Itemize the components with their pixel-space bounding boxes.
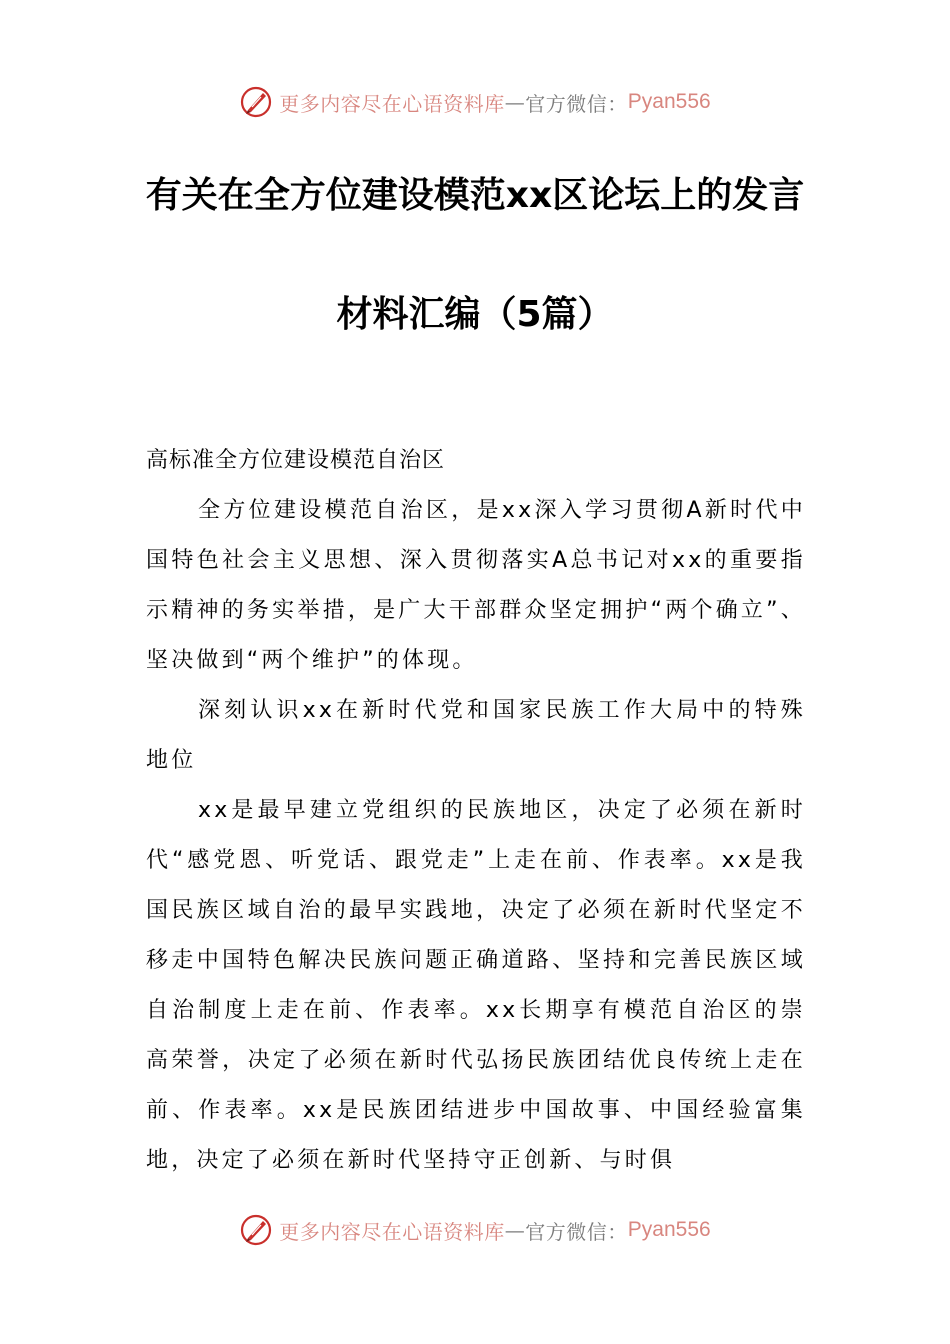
section-subheading: 高标准全方位建设模范自治区	[146, 448, 446, 473]
watermark-text: 更多内容尽在心语资料库	[279, 91, 505, 116]
document-body	[146, 436, 806, 1186]
watermark-separator: —	[504, 1218, 526, 1242]
pen-quill-logo-icon	[239, 85, 273, 119]
watermark-separator: —	[504, 90, 526, 114]
body-paragraph: 深刻认识xx在新时代党和国家民族工作大局中的特殊地位	[146, 698, 806, 773]
watermark-wechat-id: Pyan556	[627, 90, 711, 113]
document-title-line-2: 材料汇编（5篇）	[336, 294, 614, 335]
body-paragraph: xx是最早建立党组织的民族地区，决定了必须在新时代“感党恩、听党话、跟党走”上走在前、作表率。xx是我国民族区域自治的最早实践地，决定了必须在新时代坚定不移走中国特色解决民族问题正确道路、坚持和完善民族区域自治制度上走在前、作表率。xx长期享有模范自治区的崇高荣誉，决定了必须在新时代弘扬民族团结优良传统上走在前、作表率。xx是民族团结进步中国故事、中国经验富集地，决定了必须在新时代坚持守正创新、与时俱	[146, 798, 806, 1173]
watermark-banner-top	[0, 82, 950, 122]
pen-quill-logo-icon	[239, 1213, 273, 1247]
body-paragraph: 全方位建设模范自治区，是xx深入学习贯彻A新时代中国特色社会主义思想、深入贯彻落实A总书记对xx的重要指示精神的务实举措，是广大干部群众坚定拥护“两个确立”、坚决做到“两个维护”的体现。	[146, 498, 806, 673]
watermark-wechat-label: 官方微信：	[525, 1219, 628, 1244]
watermark-banner-bottom	[0, 1210, 950, 1250]
watermark-text: 更多内容尽在心语资料库	[279, 1219, 505, 1244]
watermark-wechat-id: Pyan556	[627, 1218, 711, 1241]
document-title-line-1: 有关在全方位建设模范xx区论坛上的发言	[145, 175, 805, 216]
watermark-wechat-label: 官方微信：	[525, 91, 628, 116]
